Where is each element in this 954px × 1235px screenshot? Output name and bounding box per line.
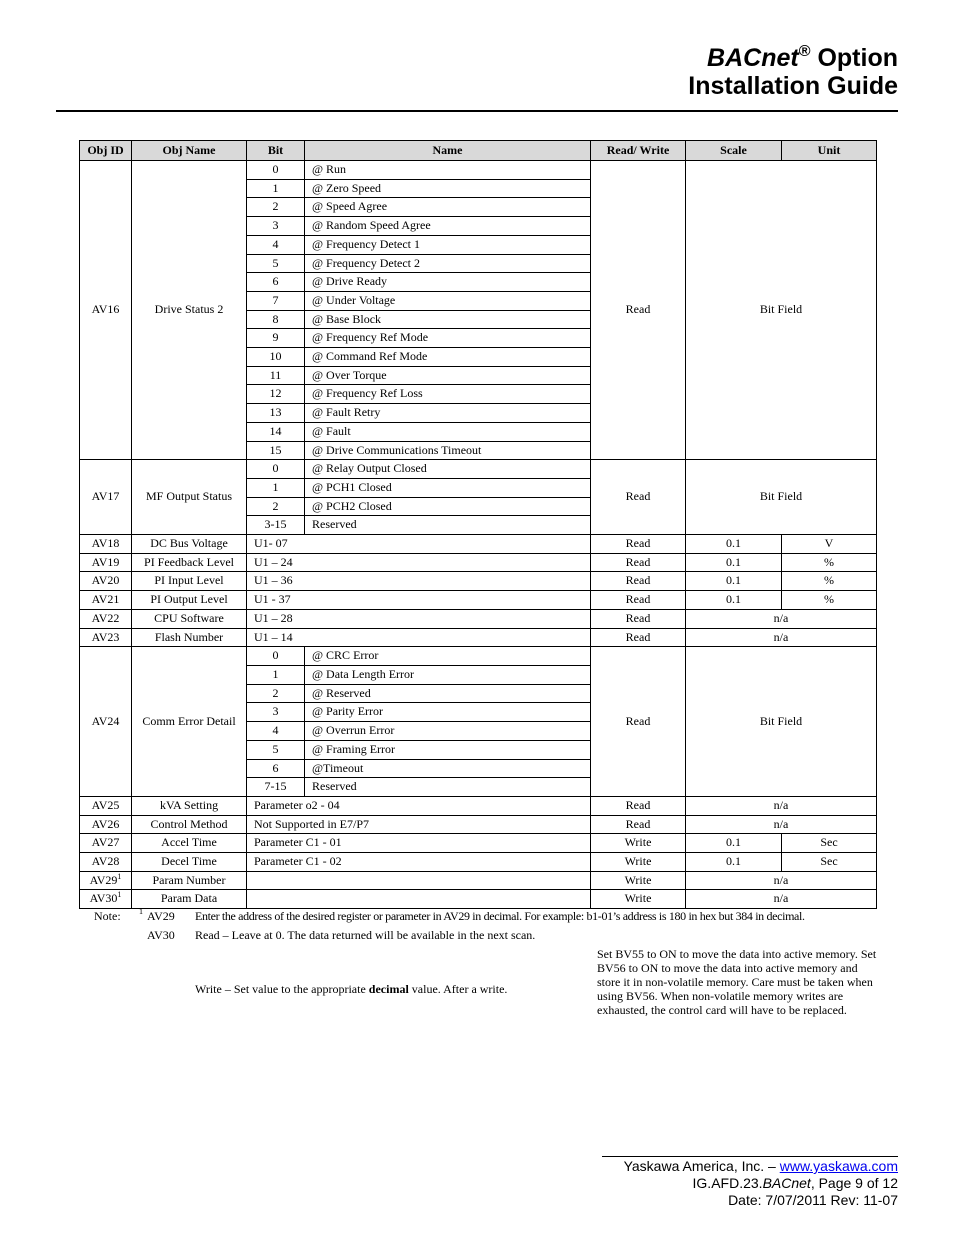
bit-name-cell: @ Speed Agree [305, 198, 591, 217]
page-footer [624, 1158, 898, 1209]
bit-name-cell: @Timeout [305, 759, 591, 778]
obj-id-text: AV27 [91, 835, 120, 850]
table-row [80, 834, 877, 853]
bit-cell: 13 [247, 404, 305, 423]
note-av29-id: AV29 [147, 909, 175, 923]
col-header-name: Name [305, 141, 591, 161]
note-av30-write [195, 982, 507, 996]
bit-name-cell: @ Relay Output Closed [305, 460, 591, 479]
scale-unit-cell: n/a [686, 871, 877, 890]
bit-name-cell: @ Zero Speed [305, 179, 591, 198]
obj-id-cell [80, 553, 132, 572]
footer-website-link[interactable]: www.yaskawa.com [779, 1158, 898, 1174]
footer-doc-pre: IG.AFD.23. [692, 1175, 763, 1191]
unit-cell: % [782, 572, 877, 591]
bit-cell: 12 [247, 385, 305, 404]
bit-cell: 8 [247, 310, 305, 329]
bit-cell: 3-15 [247, 516, 305, 535]
scale-unit-cell: n/a [686, 796, 877, 815]
bit-cell: 1 [247, 179, 305, 198]
bit-cell: 9 [247, 329, 305, 348]
scale-unit-cell: n/a [686, 609, 877, 628]
footnote-mark: 1 [117, 890, 122, 900]
obj-id-cell [80, 591, 132, 610]
bit-cell: 0 [247, 647, 305, 666]
bit-name-cell: @ Fault Retry [305, 404, 591, 423]
read-write-cell: Read [591, 535, 686, 554]
obj-id-text: AV26 [91, 816, 120, 831]
bit-name-cell: @ Under Voltage [305, 291, 591, 310]
bit-cell: 14 [247, 422, 305, 441]
obj-id-cell: AV16 [80, 161, 132, 460]
col-header-obj-id: Obj ID [80, 141, 132, 161]
bit-name-cell: @ Drive Communications Timeout [305, 441, 591, 460]
bit-name-cell: @ Frequency Ref Loss [305, 385, 591, 404]
bit-name-cell: @ Drive Ready [305, 273, 591, 292]
bit-name-cell: @ PCH2 Closed [305, 497, 591, 516]
footer-doc-brand: BACnet [762, 1175, 811, 1191]
bit-cell: 6 [247, 759, 305, 778]
scale-cell: 0.1 [686, 535, 782, 554]
param-cell: U1 – 28 [247, 609, 591, 628]
obj-name-cell: DC Bus Voltage [132, 535, 247, 554]
table-row [80, 796, 877, 815]
obj-id-text: AV29 [89, 872, 118, 887]
obj-name-cell: PI Input Level [132, 572, 247, 591]
bit-cell: 10 [247, 348, 305, 367]
unit-cell: Sec [782, 834, 877, 853]
bit-cell: 5 [247, 740, 305, 759]
param-cell: Parameter C1 - 01 [247, 834, 591, 853]
col-header-scale: Scale [686, 141, 782, 161]
obj-id-cell [80, 871, 132, 890]
bit-name-cell: @ Base Block [305, 310, 591, 329]
obj-id-cell [80, 890, 132, 909]
table-row [80, 890, 877, 909]
object-table [79, 140, 877, 909]
table-row [80, 553, 877, 572]
bit-cell: 3 [247, 703, 305, 722]
note-av30-id: AV30 [147, 928, 175, 942]
obj-id-text: AV20 [91, 573, 120, 588]
read-write-cell: Read [591, 572, 686, 591]
read-write-cell: Read [591, 609, 686, 628]
scale-unit-cell: Bit Field [686, 647, 877, 797]
obj-id-cell [80, 572, 132, 591]
read-write-cell: Read [591, 553, 686, 572]
obj-name-cell: Control Method [132, 815, 247, 834]
table-row [80, 609, 877, 628]
col-header-read-write: Read/ Write [591, 141, 686, 161]
obj-id-text: AV21 [91, 592, 120, 607]
footnote-mark: 1 [117, 871, 122, 881]
bit-name-cell: @ Parity Error [305, 703, 591, 722]
param-cell: U1- 07 [247, 535, 591, 554]
bit-cell: 2 [247, 497, 305, 516]
obj-name-cell: MF Output Status [132, 460, 247, 535]
bit-name-cell: Reserved [305, 516, 591, 535]
obj-id-cell [80, 853, 132, 872]
bit-name-cell: @ Fault [305, 422, 591, 441]
param-cell [247, 871, 591, 890]
read-write-cell: Read [591, 815, 686, 834]
note-av30-write-post: value. After a write. [408, 982, 508, 996]
param-cell: U1 – 36 [247, 572, 591, 591]
bit-cell: 11 [247, 366, 305, 385]
bit-cell: 4 [247, 235, 305, 254]
obj-id-text: AV19 [91, 554, 120, 569]
unit-cell: V [782, 535, 877, 554]
scale-unit-cell: Bit Field [686, 161, 877, 460]
scale-cell: 0.1 [686, 553, 782, 572]
bit-name-cell: @ Framing Error [305, 740, 591, 759]
read-write-cell: Read [591, 460, 686, 535]
bit-cell: 7 [247, 291, 305, 310]
param-cell: U1 – 24 [247, 553, 591, 572]
obj-id-cell [80, 535, 132, 554]
col-header-unit: Unit [782, 141, 877, 161]
obj-name-cell: Param Number [132, 871, 247, 890]
bit-name-cell: @ PCH1 Closed [305, 478, 591, 497]
read-write-cell: Read [591, 161, 686, 460]
table-row [80, 815, 877, 834]
title-option: Option [810, 44, 898, 72]
obj-id-text: AV23 [91, 629, 120, 644]
obj-name-cell: Decel Time [132, 853, 247, 872]
read-write-cell: Read [591, 647, 686, 797]
obj-name-cell: PI Output Level [132, 591, 247, 610]
title-brand: BACnet [707, 44, 799, 72]
unit-cell: % [782, 591, 877, 610]
footer-divider [602, 1156, 898, 1157]
note-av30-write-pre: Write – Set value to the appropriate [195, 982, 369, 996]
param-cell: U1 – 14 [247, 628, 591, 647]
obj-name-cell: Drive Status 2 [132, 161, 247, 460]
obj-id-cell [80, 796, 132, 815]
obj-name-cell: Accel Time [132, 834, 247, 853]
unit-cell: % [782, 553, 877, 572]
read-write-cell: Read [591, 796, 686, 815]
unit-cell: Sec [782, 853, 877, 872]
read-write-cell: Write [591, 834, 686, 853]
scale-unit-cell: n/a [686, 890, 877, 909]
bit-cell: 2 [247, 198, 305, 217]
table-body [80, 161, 877, 909]
table-row [80, 628, 877, 647]
scale-unit-cell: n/a [686, 628, 877, 647]
bit-cell: 2 [247, 684, 305, 703]
bit-cell: 0 [247, 460, 305, 479]
read-write-cell: Write [591, 853, 686, 872]
obj-id-text: AV30 [89, 891, 118, 906]
bit-name-cell: @ Over Torque [305, 366, 591, 385]
obj-id-cell [80, 628, 132, 647]
obj-name-cell: Flash Number [132, 628, 247, 647]
obj-name-cell: kVA Setting [132, 796, 247, 815]
col-header-bit: Bit [247, 141, 305, 161]
bit-name-cell: Reserved [305, 778, 591, 797]
table-row [80, 535, 877, 554]
table-row [80, 871, 877, 890]
bit-cell: 7-15 [247, 778, 305, 797]
bit-name-cell: @ Run [305, 161, 591, 180]
bit-name-cell: @ Command Ref Mode [305, 348, 591, 367]
obj-id-cell: AV24 [80, 647, 132, 797]
title-line2: Installation Guide [688, 72, 898, 100]
note-footnote-mark: 1 [139, 907, 143, 916]
table-row [80, 591, 877, 610]
note-label: Note: [94, 909, 121, 923]
table-row [80, 853, 877, 872]
scale-cell: 0.1 [686, 572, 782, 591]
obj-id-text: AV22 [91, 610, 120, 625]
scale-cell: 0.1 [686, 591, 782, 610]
obj-name-cell: PI Feedback Level [132, 553, 247, 572]
obj-id-cell: AV17 [80, 460, 132, 535]
read-write-cell: Read [591, 591, 686, 610]
footer-doc-post: , Page 9 of 12 [810, 1175, 898, 1191]
table-header-row [80, 141, 877, 161]
bit-cell: 4 [247, 722, 305, 741]
obj-id-text: AV28 [91, 854, 120, 869]
table-row [80, 572, 877, 591]
obj-name-cell: Param Data [132, 890, 247, 909]
table-row [80, 161, 877, 180]
obj-id-cell [80, 834, 132, 853]
note-av30-read: Read – Leave at 0. The data returned will be available in the next scan. [195, 928, 536, 942]
obj-name-cell: Comm Error Detail [132, 647, 247, 797]
page-title [688, 44, 898, 100]
bit-name-cell: @ Reserved [305, 684, 591, 703]
read-write-cell: Write [591, 890, 686, 909]
bit-name-cell: @ Random Speed Agree [305, 217, 591, 236]
obj-id-text: AV18 [91, 536, 120, 551]
registered-mark: ® [798, 43, 811, 60]
scale-cell: 0.1 [686, 853, 782, 872]
bit-cell: 0 [247, 161, 305, 180]
param-cell [247, 890, 591, 909]
scale-unit-cell: n/a [686, 815, 877, 834]
obj-name-cell: CPU Software [132, 609, 247, 628]
bit-name-cell: @ Frequency Detect 2 [305, 254, 591, 273]
bit-name-cell: @ Frequency Ref Mode [305, 329, 591, 348]
header-divider [56, 110, 898, 112]
bit-name-cell: @ Frequency Detect 1 [305, 235, 591, 254]
table-row [80, 647, 877, 666]
param-cell: Parameter C1 - 02 [247, 853, 591, 872]
bit-name-cell: @ Data Length Error [305, 665, 591, 684]
param-cell: Parameter o2 - 04 [247, 796, 591, 815]
read-write-cell: Write [591, 871, 686, 890]
bit-cell: 5 [247, 254, 305, 273]
bit-name-cell: @ CRC Error [305, 647, 591, 666]
obj-id-cell [80, 609, 132, 628]
bit-cell: 1 [247, 665, 305, 684]
param-cell: Not Supported in E7/P7 [247, 815, 591, 834]
param-cell: U1 - 37 [247, 591, 591, 610]
note-av29-text: Enter the address of the desired register or parameter in AV29 in decimal. For example: b1-01’s address is 180 in hex but 384 in decimal. [195, 909, 805, 923]
footer-date: Date: 7/07/2011 Rev: 11-07 [728, 1192, 898, 1208]
obj-id-cell [80, 815, 132, 834]
bit-cell: 1 [247, 478, 305, 497]
read-write-cell: Read [591, 628, 686, 647]
note-av30-set: Set BV55 to ON to move the data into active memory. Set BV56 to ON to move the data into active memory and store it in non-volatile memory. Care must be taken when using BV56. When non-volatile memory writes are exhausted, the control card will have to be replaced. [597, 947, 877, 1017]
bit-cell: 15 [247, 441, 305, 460]
col-header-obj-name: Obj Name [132, 141, 247, 161]
bit-cell: 6 [247, 273, 305, 292]
note-av30-write-bold: decimal [368, 982, 409, 996]
footer-company: Yaskawa America, Inc. – [623, 1158, 780, 1174]
bit-cell: 3 [247, 217, 305, 236]
scale-cell: 0.1 [686, 834, 782, 853]
table-row [80, 460, 877, 479]
scale-unit-cell: Bit Field [686, 460, 877, 535]
bit-name-cell: @ Overrun Error [305, 722, 591, 741]
obj-id-text: AV25 [91, 797, 120, 812]
